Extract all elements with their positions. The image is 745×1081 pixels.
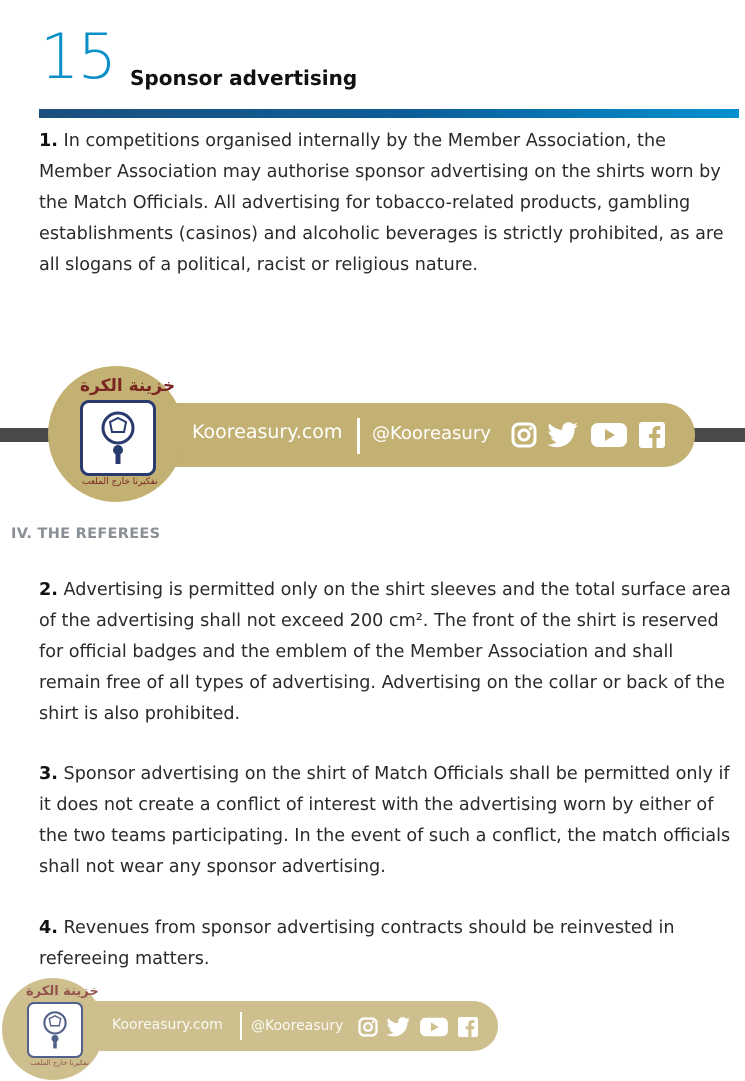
- twitter-icon: [546, 421, 580, 449]
- chapter-number: 15: [40, 20, 115, 93]
- paragraph-number: 1.: [39, 131, 58, 151]
- watermark-arabic-title: خزينة الكرة: [26, 984, 99, 999]
- youtube-icon: [419, 1016, 449, 1038]
- paragraph-text: Revenues from sponsor advertising contracts should be reinvested in refereeing matters.: [39, 918, 675, 969]
- watermark-arabic-title: خزينة الكرة: [80, 376, 176, 396]
- paragraph-number: 4.: [39, 918, 58, 938]
- watermark-handle: @Kooreasury: [372, 423, 491, 444]
- paragraph-1: [39, 126, 733, 281]
- instagram-icon: [510, 421, 538, 449]
- facebook-icon: [457, 1016, 479, 1038]
- paragraph-3: [39, 759, 733, 883]
- watermark-site: Kooreasury.com: [112, 1017, 223, 1033]
- ball-keyhole-icon: [94, 410, 142, 466]
- paragraph-2: [39, 575, 733, 730]
- watermark-badge: [27, 1002, 83, 1058]
- ball-keyhole-icon: [38, 1009, 72, 1051]
- paragraph-4: [39, 913, 733, 975]
- watermark-social-icons: [357, 1016, 479, 1038]
- paragraph-number: 2.: [39, 580, 58, 600]
- section-heading: IV. THE REFEREES: [11, 526, 161, 542]
- paragraph-text: Advertising is permitted only on the shirt sleeves and the total surface area of the advertising shall not exceed 200 cm². The front of the shirt is reserved for official badges and the emblem of the Member Association and shall remain free of all types of advertising. Advertising on the collar or back of the shirt is also prohibited.: [39, 580, 731, 724]
- paragraph-text: Sponsor advertising on the shirt of Match Officials shall be permitted only if it does not create a conflict of interest with the advertising worn by either of the two teams participating. In the event of such a conflict, the match officials shall not wear any sponsor advertising.: [39, 764, 731, 877]
- watermark-handle: @Kooreasury: [251, 1018, 344, 1034]
- facebook-icon: [638, 421, 666, 449]
- watermark-banner: [0, 366, 745, 506]
- watermark-badge: [80, 400, 156, 476]
- youtube-icon: [590, 421, 628, 449]
- watermark-arabic-tagline: نفكيرنا خارج الملعب: [30, 1059, 89, 1067]
- watermark-separator: [357, 418, 360, 454]
- watermark-banner-faded: [0, 978, 745, 1081]
- watermark-separator: [240, 1012, 242, 1040]
- instagram-icon: [357, 1016, 379, 1038]
- watermark-social-icons: [510, 421, 666, 449]
- watermark-site: Kooreasury.com: [192, 421, 343, 443]
- chapter-title: Sponsor advertising: [130, 66, 358, 90]
- paragraph-text: In competitions organised internally by the Member Association, the Member Association may authorise sponsor advertising on the shirts worn by the Match Officials. All advertising for tobacco-related products, gambling establishments (casinos) and alcoholic beverages is strictly prohibited, as are all slogans of a political, racist or religious nature.: [39, 131, 724, 275]
- watermark-arabic-tagline: نفكيرنا خارج الملعب: [82, 477, 158, 487]
- twitter-icon: [385, 1016, 411, 1038]
- title-rule: [39, 109, 739, 118]
- paragraph-number: 3.: [39, 764, 58, 784]
